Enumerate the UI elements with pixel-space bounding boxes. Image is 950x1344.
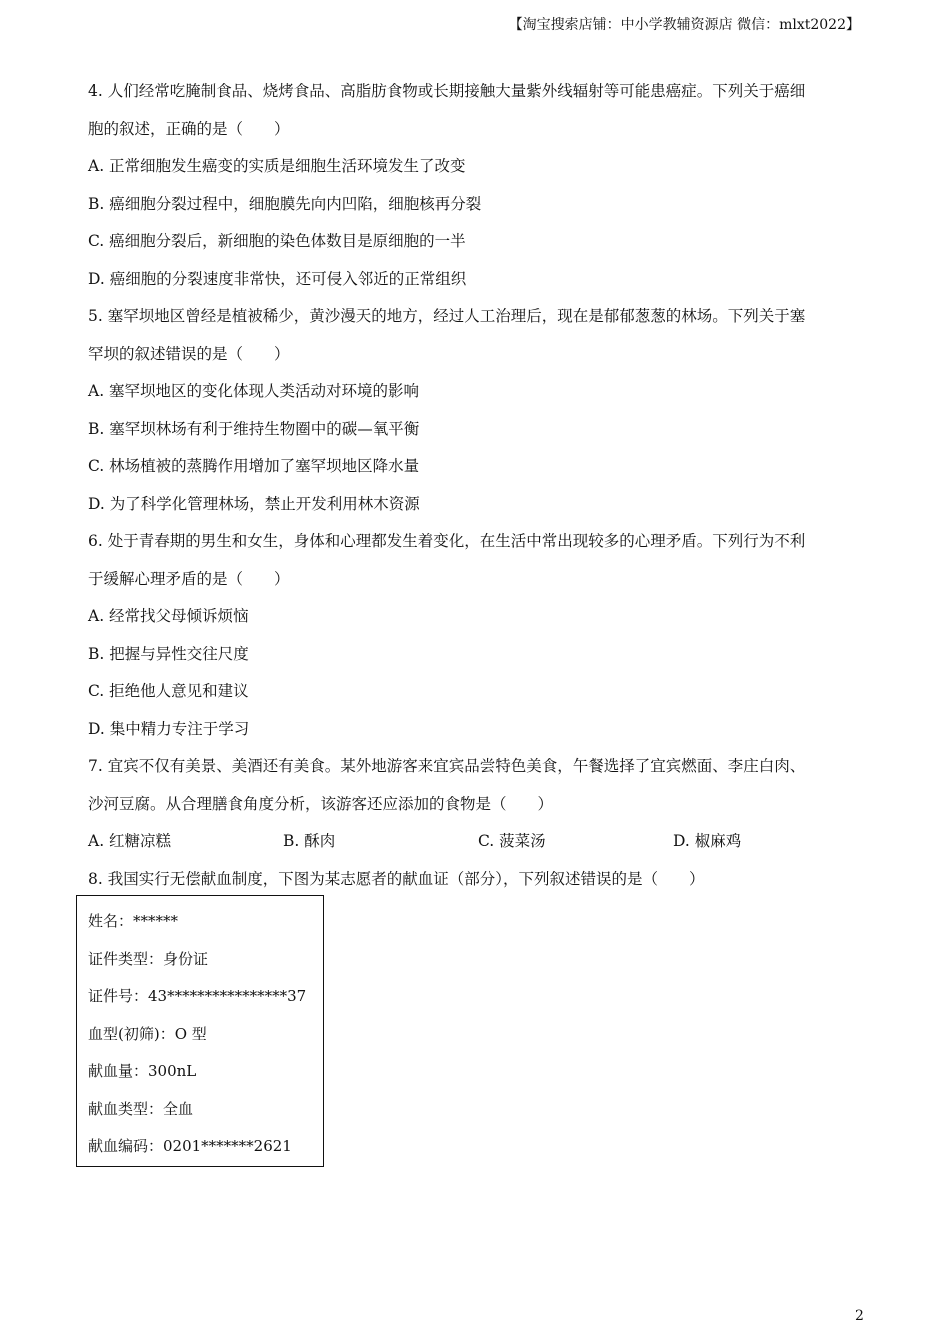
options-row bbox=[88, 828, 868, 866]
question-6 bbox=[88, 528, 868, 753]
question-stem: 4. 人们经常吃腌制食品、烧烤食品、高脂肪食物或长期接触大量紫外线辐射等可能患癌症。下列关于癌细 bbox=[88, 82, 806, 100]
option-b: B. 把握与异性交往尺度 bbox=[88, 644, 249, 663]
option-c: C. 拒绝他人意见和建议 bbox=[88, 682, 249, 700]
question-stem: 8. 我国实行无偿献血制度，下图为某志愿者的献血证（部分），下列叙述错误的是（ ） bbox=[88, 869, 705, 888]
question-stem: 于缓解心理矛盾的是（ ） bbox=[88, 569, 290, 588]
id-type: 证件类型：身份证 bbox=[88, 949, 209, 968]
option-d: D. 集中精力专注于学习 bbox=[88, 719, 250, 738]
donation-volume: 献血量：300nL bbox=[88, 1062, 197, 1080]
donation-code: 献血编码：0201*******2621 bbox=[88, 1137, 292, 1155]
option-c: C. 癌细胞分裂后，新细胞的染色体数目是原细胞的一半 bbox=[88, 232, 466, 250]
option-a: A. 塞罕坝地区的变化体现人类活动对环境的影响 bbox=[88, 382, 420, 400]
option-b: B. 癌细胞分裂过程中，细胞膜先向内凹陷，细胞核再分裂 bbox=[88, 194, 482, 213]
option-a: A. 红糖凉糕 bbox=[88, 832, 172, 850]
page-number: 2 bbox=[855, 1308, 864, 1324]
id-number: 证件号：43****************37 bbox=[88, 987, 307, 1005]
blood-type: 血型(初筛)：O 型 bbox=[88, 1024, 207, 1043]
question-stem: 5. 塞罕坝地区曾经是植被稀少，黄沙漫天的地方，经过人工治理后，现在是郁郁葱葱的林场。下列关于塞 bbox=[88, 307, 806, 325]
donor-name: 姓名：****** bbox=[88, 912, 179, 930]
question-stem: 7. 宜宾不仅有美景、美酒还有美食。某外地游客来宜宾品尝特色美食，午餐选择了宜宾燃面、李庄白肉、 bbox=[88, 757, 806, 775]
question-4 bbox=[88, 78, 868, 303]
option-a: A. 经常找父母倾诉烦恼 bbox=[88, 607, 249, 625]
question-stem: 沙河豆腐。从合理膳食角度分析，该游客还应添加的食物是（ ） bbox=[88, 794, 554, 813]
question-stem: 胞的叙述，正确的是（ ） bbox=[88, 119, 290, 138]
option-b: B. 塞罕坝林场有利于维持生物圈中的碳—氧平衡 bbox=[88, 419, 420, 438]
question-stem: 罕坝的叙述错误的是（ ） bbox=[88, 344, 290, 363]
option-d: D. 椒麻鸡 bbox=[673, 832, 742, 850]
question-7 bbox=[88, 753, 868, 866]
header-note: 【淘宝搜索店铺：中小学教辅资源店 微信：mlxt2022】 bbox=[508, 17, 860, 33]
donation-type: 献血类型：全血 bbox=[88, 1099, 194, 1118]
option-c: C. 林场植被的蒸腾作用增加了塞罕坝地区降水量 bbox=[88, 457, 420, 475]
option-d: D. 为了科学化管理林场，禁止开发利用林木资源 bbox=[88, 494, 420, 513]
question-stem: 6. 处于青春期的男生和女生，身体和心理都发生着变化，在生活中常出现较多的心理矛盾。下列行为不利 bbox=[88, 532, 806, 550]
option-c: C. 菠菜汤 bbox=[478, 832, 546, 850]
option-b: B. 酥肉 bbox=[283, 832, 336, 850]
question-list bbox=[88, 78, 868, 903]
question-5 bbox=[88, 303, 868, 528]
option-a: A. 正常细胞发生癌变的实质是细胞生活环境发生了改变 bbox=[88, 157, 466, 175]
option-d: D. 癌细胞的分裂速度非常快，还可侵入邻近的正常组织 bbox=[88, 269, 467, 288]
blood-donation-card bbox=[76, 895, 324, 1167]
